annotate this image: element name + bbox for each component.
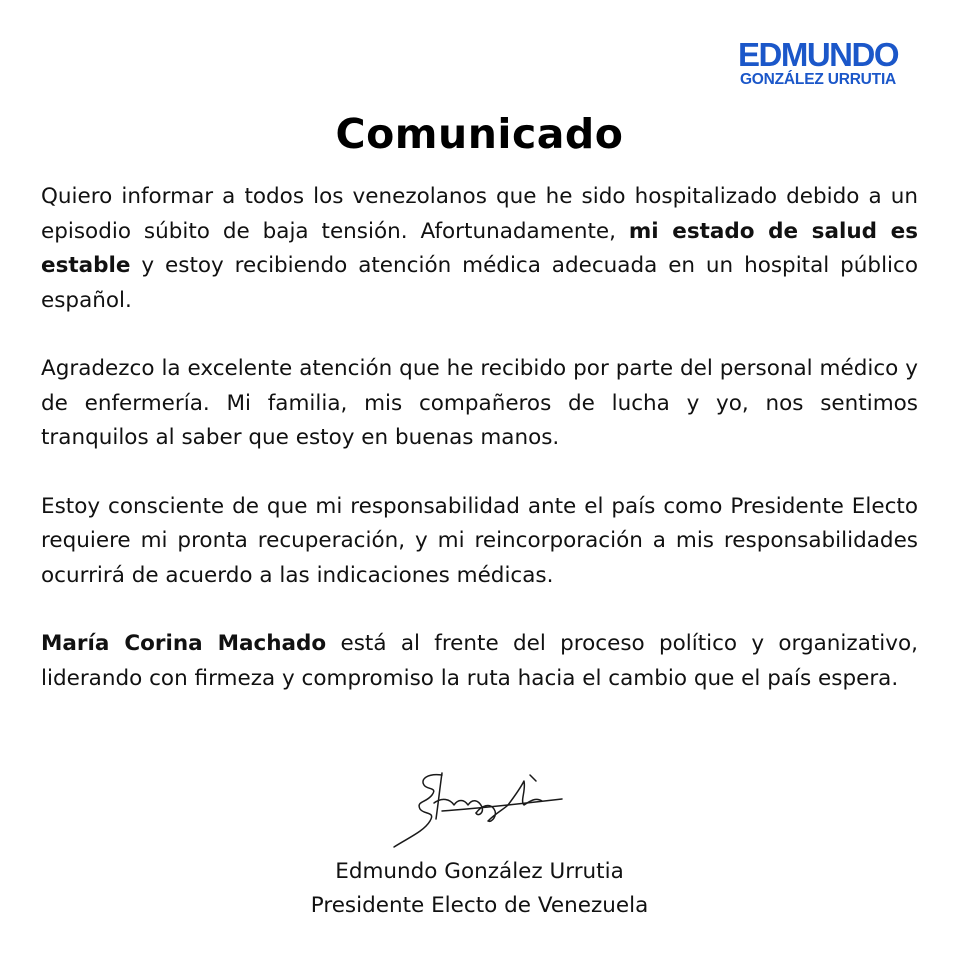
paragraph-1-text-b: y estoy recibiendo atención médica adecuada en un hospital público español.	[41, 253, 918, 313]
paragraph-2: Agradezco la excelente atención que he recibido por parte del personal médico y de enfermería. Mi familia, mis compañeros de lucha y yo, nos sentimos tranquilos al saber que estoy en buenas manos.	[41, 356, 918, 450]
logo-surname: GONZÁLEZ URRUTIA	[739, 71, 897, 88]
paragraph-3: Estoy consciente de que mi responsabilidad ante el país como Presidente Electo requiere mi pronta recuperación, y mi reincorporación a mis responsabilidades ocurrirá de acuerdo a las indicaciones médicas.	[41, 493, 918, 588]
page-title: Comunicado	[335, 110, 624, 158]
signer-title: Presidente Electo de Venezuela	[310, 893, 649, 918]
brand-logo	[732, 38, 904, 88]
paragraph-4	[41, 627, 918, 696]
paragraph-1-bold: mi estado de salud es estable	[41, 218, 918, 278]
paragraph-4-text: está al frente del proceso político y organizativo, liderando con firmeza y compromiso la ruta hacia el cambio que el país espera.	[41, 631, 918, 691]
signer-block	[0, 855, 959, 923]
paragraph-1-text-a: Quiero informar a todos los venezolanos que he sido hospitalizado debido a un episodio súbito de baja tensión. Afortunadamente,	[41, 184, 918, 244]
paragraph-4-bold: María Corina Machado	[41, 631, 327, 656]
paragraph-1	[41, 180, 918, 318]
logo-name: EDMUNDO	[738, 36, 898, 73]
handwritten-signature	[380, 757, 570, 852]
statement-body	[41, 180, 918, 730]
signer-name: Edmundo González Urrutia	[335, 859, 624, 884]
